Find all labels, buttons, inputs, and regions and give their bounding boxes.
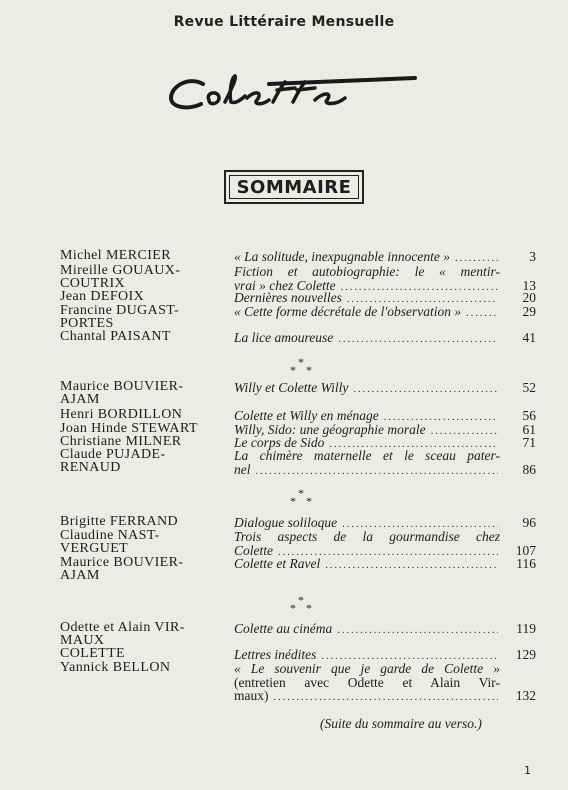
title-line: Colette et Ravel <box>234 556 321 571</box>
page-number-ref: 71 <box>522 435 536 450</box>
author-name <box>60 449 232 474</box>
author-name-line: COUTRIX <box>60 275 126 291</box>
article-title <box>234 305 536 321</box>
page-number-ref: 119 <box>516 621 536 636</box>
author-name-line: Maurice BOUVIER- <box>60 379 184 394</box>
page-number-ref: 86 <box>522 461 536 477</box>
article-title <box>234 622 536 638</box>
journal-title: Revue Littéraire Mensuelle <box>173 14 395 30</box>
svg-text:*: * <box>306 601 312 614</box>
page-number: 1 <box>524 764 531 777</box>
title-line: Colette <box>234 542 273 558</box>
title-line: « Cette forme décrétale de l'observation » <box>234 304 462 319</box>
page-number-ref: 132 <box>515 688 536 703</box>
page-number-ref: 3 <box>529 249 536 264</box>
title-line: La chimère maternelle et le sceau pater- <box>234 448 500 463</box>
dot-leader <box>274 691 499 705</box>
dot-leader <box>353 383 498 397</box>
title-line: nel <box>234 461 251 477</box>
author-name <box>60 516 232 529</box>
svg-text:*: * <box>306 363 312 376</box>
article-title <box>234 557 536 573</box>
continued-note: (Suite du sommaire au verso.) <box>320 716 482 731</box>
author-name <box>60 381 232 406</box>
title-line-with-page <box>234 331 536 347</box>
title-line-with-page <box>234 557 536 573</box>
author-name-line: Claudine NAST- <box>60 528 160 543</box>
svg-text:*: * <box>290 363 296 376</box>
dot-leader <box>325 559 498 573</box>
page-number-ref: 96 <box>522 515 536 530</box>
author-name <box>60 305 232 330</box>
svg-text:*: * <box>298 594 304 607</box>
article-title <box>234 331 536 347</box>
author-name-line: Henri BORDILLON <box>60 407 183 422</box>
title-line-with-page <box>234 689 536 705</box>
article-title <box>234 381 536 397</box>
author-name-line: Chantal PAISANT <box>60 329 171 344</box>
author-name-line: Mireille GOUAUX- <box>60 263 181 278</box>
title-line-with-page <box>234 463 536 479</box>
svg-text:*: * <box>298 356 304 369</box>
title-line: La lice amoureuse <box>234 330 334 345</box>
title-line: Colette au cinéma <box>234 621 333 636</box>
title-line: Dialogue soliloque <box>234 515 338 530</box>
colette-signature <box>165 70 425 120</box>
title-line-with-page <box>234 305 536 321</box>
title-line-with-page <box>234 381 536 397</box>
author-name-line: Odette et Alain VIR- <box>60 620 185 635</box>
title-line: Colette et Willy en ménage <box>234 408 379 423</box>
title-line: Fiction et autobiographie: le « mentir- <box>234 264 500 279</box>
author-name <box>60 250 232 263</box>
author-name <box>60 662 232 675</box>
svg-text:*: * <box>290 601 296 614</box>
article-title <box>234 449 536 478</box>
svg-text:*: * <box>298 487 304 500</box>
article-title <box>234 662 536 705</box>
author-name-line: Francine DUGAST- <box>60 303 180 318</box>
title-line: « Le souvenir que je garde de Colette » <box>234 661 500 676</box>
svg-text:*: * <box>306 494 312 507</box>
author-name <box>60 291 232 304</box>
author-name-line: Jean DEFOIX <box>60 289 145 304</box>
author-name <box>60 409 232 422</box>
page-number-ref: 41 <box>522 330 536 345</box>
author-name <box>60 530 232 555</box>
author-name-line: PORTES <box>60 315 114 331</box>
author-name-line: Michel MERCIER <box>60 248 171 263</box>
author-name-line: Joan Hinde STEWART <box>60 421 198 436</box>
title-line: Dernières nouvelles <box>234 290 342 305</box>
author-name <box>60 557 232 582</box>
author-name-line: MAUX <box>60 632 105 648</box>
article-title <box>234 530 536 559</box>
author-name <box>60 331 232 344</box>
author-name <box>60 622 232 647</box>
page-number-ref: 29 <box>522 304 536 319</box>
page-number-ref: 56 <box>522 408 536 423</box>
page-number-ref: 52 <box>522 380 536 395</box>
svg-text:*: * <box>290 494 296 507</box>
dot-leader <box>337 624 498 638</box>
author-name-line: Yannick BELLON <box>60 660 171 675</box>
author-name-line: Brigitte FERRAND <box>60 514 179 529</box>
title-line: Le corps de Sido <box>234 435 325 450</box>
title-line: Willy et Colette Willy <box>234 380 349 395</box>
page-number-ref: 13 <box>522 277 536 293</box>
author-name-line: AJAM <box>60 567 100 583</box>
author-name-line: Claude PUJADE- <box>60 447 166 462</box>
author-name <box>60 265 232 290</box>
page-number-ref: 107 <box>515 542 536 558</box>
dot-leader <box>256 465 499 479</box>
page-number-ref: 61 <box>522 422 536 437</box>
author-name-line: RENAUD <box>60 459 121 475</box>
author-name-line: COLETTE <box>60 646 126 661</box>
title-line-with-page <box>234 622 536 638</box>
author-name-line: Maurice BOUVIER- <box>60 555 184 570</box>
title-line: Lettres inédites <box>234 647 317 662</box>
section-divider-stars <box>287 487 317 507</box>
author-name-line: Christiane MILNER <box>60 434 182 449</box>
author-name-line: AJAM <box>60 391 100 407</box>
title-line: Willy, Sido: une géographie morale <box>234 422 426 437</box>
author-name <box>60 648 232 661</box>
title-line: (entretien avec Odette et Alain Vir- <box>234 674 500 690</box>
section-divider-stars <box>287 594 317 614</box>
sommaire-heading: SOMMAIRE <box>229 175 359 199</box>
dot-leader <box>466 307 498 321</box>
page-number-ref: 129 <box>515 647 536 662</box>
dot-leader <box>338 333 498 347</box>
page-number-ref: 116 <box>516 556 536 571</box>
author-name-line: VERGUET <box>60 540 129 556</box>
sommaire-heading-box <box>224 170 364 204</box>
title-line: maux) <box>234 688 269 703</box>
section-divider-stars <box>287 356 317 376</box>
title-line: Trois aspects de la gourmandise chez <box>234 529 500 544</box>
page-number-ref: 20 <box>522 290 536 305</box>
title-line: « La solitude, inexpugnable innocente » <box>234 249 450 264</box>
title-line: vrai » chez Colette <box>234 277 336 293</box>
